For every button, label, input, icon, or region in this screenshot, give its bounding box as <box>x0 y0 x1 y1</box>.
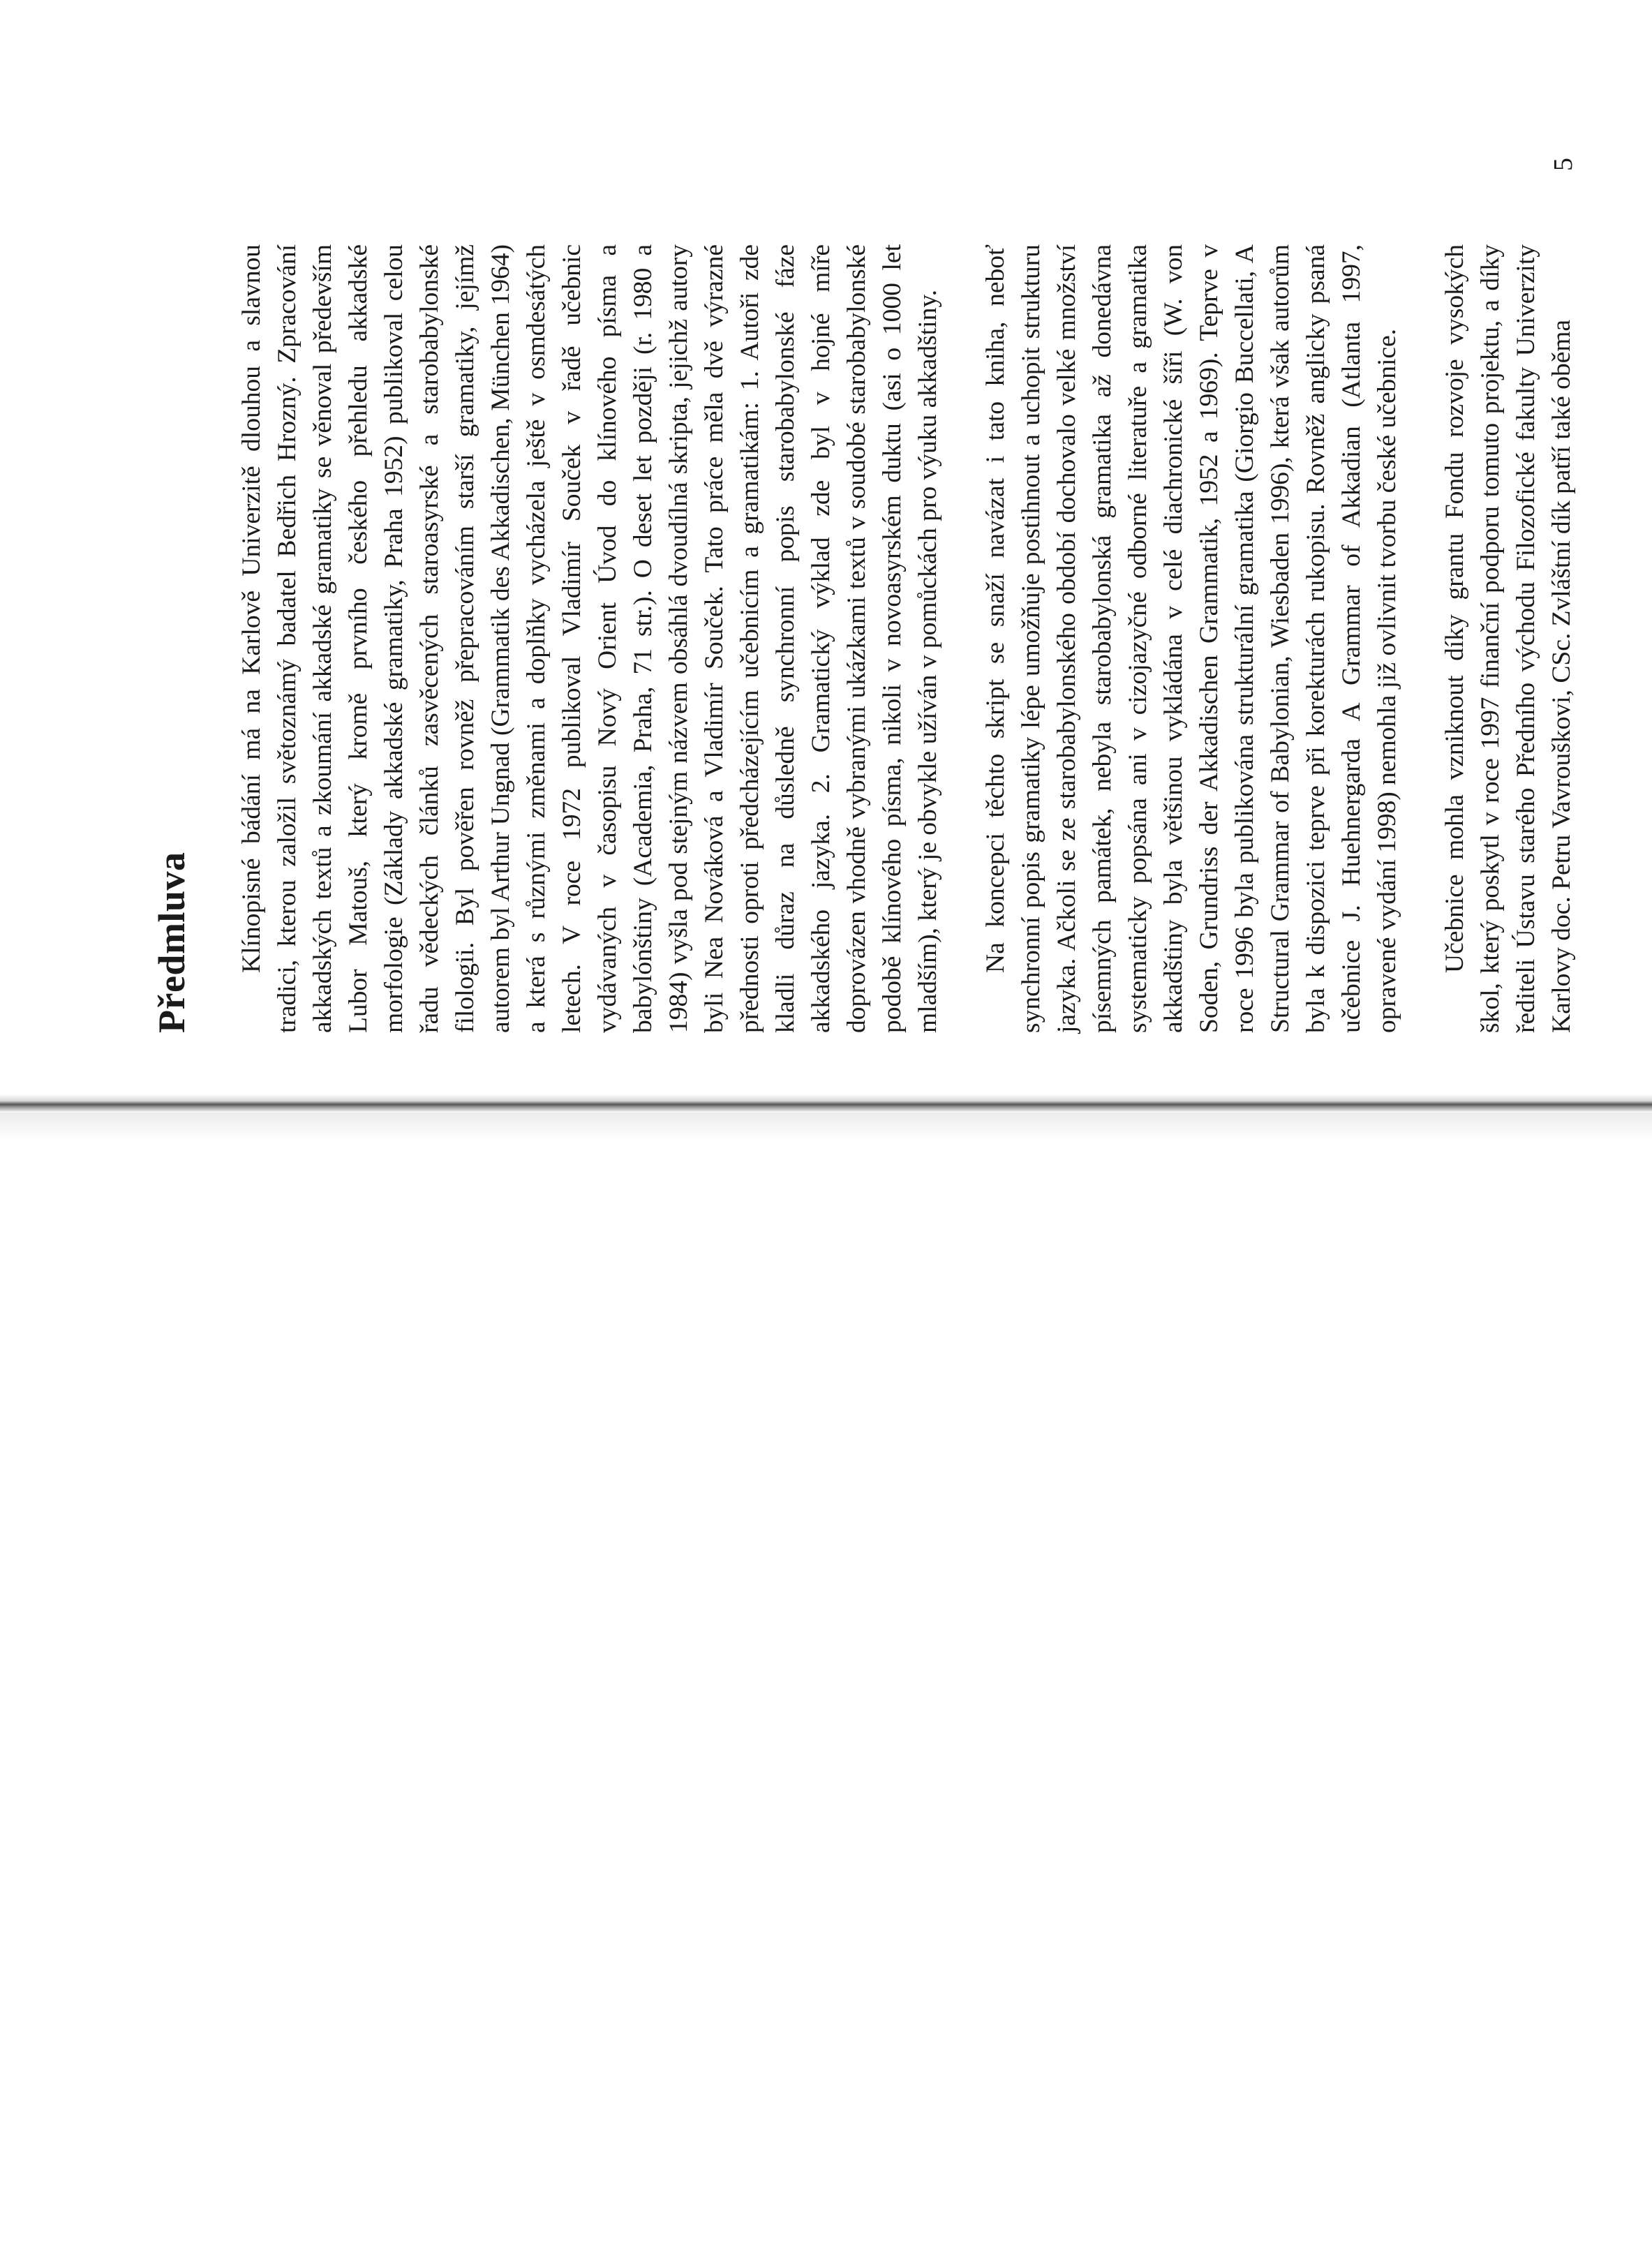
spine-gradient <box>0 1113 1652 1140</box>
paragraph-2: Na koncepci těchto skript se snaží navázat i tato kniha, neboť synchronní popis gramatiky lépe umožňuje postihnout a uchopit strukturu jazyka. Ačkoli se ze starobabylonského období dochovalo velké množství písemných památek, nebyla starobabylonská gramatika až donedávna systematicky popsána ani v cizojazyčné odborné literatuře a gramatika akkadštiny byla většinou vykládána v celé diachronické šíři (W. von Soden, Grundriss der Akkadischen Grammatik, 1952 a 1969). Teprve v roce 1996 byla publikována strukturální gramatika (Giorgio Buccellati, A Structural Grammar of Babylonian, Wiesbaden 1996), která však autorům byla k dispozici teprve při korekturách rukopisu. Rovněž anglicky psaná učebnice J. Huehnergarda A Grammar of Akkadian (Atlanta 1997, opravené vydání 1998) nemohla již ovlivnit tvorbu české učebnice. <box>981 244 1401 1033</box>
paragraph-3: Učebnice mohla vzniknout díky grantu Fondu rozvoje vysokých škol, který poskytl v roce 1997 finanční podporu tomuto projektu, a díky řediteli Ústavu starého Předního východu Filozofické fakulty Univerzity Karlovy doc. Petru Vavrouškovi, CSc. Zvláštní dík patří také oběma <box>1441 244 1576 1033</box>
page-title: Předmluva <box>151 852 193 1033</box>
paragraph-1: Klínopisné bádání má na Karlově Univerzitě dlouhou a slavnou tradici, kterou založil světoznámý badatel Bedřich Hrozný. Zpracování akkadských textů a zkoumání akkadské gramatiky se věnoval především Lubor Matouš, který kromě prvního českého přehledu akkadské morfologie (Základy akkadské gramatiky, Praha 1952) publikoval celou řadu vědeckých článků zasvěcených staroasyrské a starobabylonské filologii. Byl pověřen rovněž přepracováním starší gramatiky, jejímž autorem byl Arthur Ungnad (Grammatik des Akkadischen, München 1964) a která s různými změnami a doplňky vycházela ještě v osmdesátých letech. V roce 1972 publikoval Vladimír Souček v řadě učebnic vydávaných v časopisu Nový Orient Úvod do klínového písma a babylónštiny (Academia, Praha, 71 str.). O deset let později (r. 1980 a 1984) vyšla pod stejným názvem obsáhlá dvoudílná skripta, jejichž autory byli Nea Nováková a Vladimír Souček. Tato práce měla dvě výrazné přednosti oproti předcházejícím učebnicím a gramatikám: 1. Autoři zde kladli důraz na důsledně synchronní popis starobabylonské fáze akkadského jazyka. 2. Gramatický výklad zde byl v hojné míře doprovázen vhodně vybranými ukázkami textů v soudobé starobabylonské podobě klínového písma, nikoli v novoasyrském duktu (asi o 1000 let mladším), který je obvykle užíván v pomůckách pro výuku akkadštiny. <box>237 244 942 1033</box>
book-spine-shadow <box>0 1094 1652 1113</box>
rotated-page-content <box>150 168 1576 1040</box>
page-number: 5 <box>1549 158 1578 171</box>
